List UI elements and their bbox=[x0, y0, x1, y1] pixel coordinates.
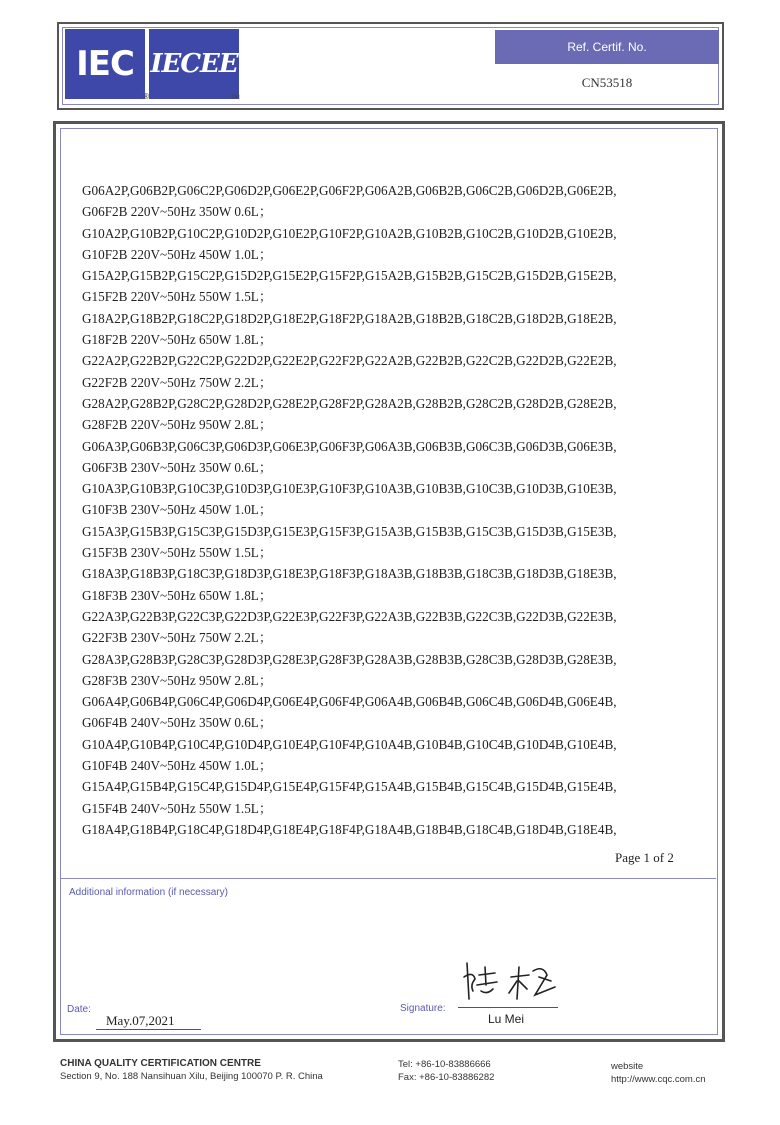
model-line: G22F3B 230V~50Hz 750W 2.2L； bbox=[82, 630, 273, 646]
iec-logo bbox=[65, 29, 145, 99]
model-line: G28A3P,G28B3P,G28C3P,G28D3P,G28E3P,G28F3P,G28A3B,G28B3B,G28C3B,G28D3B,G28E3B, bbox=[82, 651, 617, 667]
signature-underline bbox=[458, 1007, 558, 1008]
section-divider bbox=[60, 878, 716, 879]
footer-website-link[interactable]: http://www.cqc.com.cn bbox=[611, 1074, 706, 1085]
handwritten-signature bbox=[455, 955, 565, 1005]
model-line: G06F2B 220V~50Hz 350W 0.6L； bbox=[82, 204, 273, 220]
model-line: G10A4P,G10B4P,G10C4P,G10D4P,G10E4P,G10F4P,G10A4B,G10B4B,G10C4B,G10D4B,G10E4B, bbox=[82, 736, 617, 752]
model-line: G10A2P,G10B2P,G10C2P,G10D2P,G10E2P,G10F2P,G10A2B,G10B2B,G10C2B,G10D2B,G10E2B, bbox=[82, 225, 617, 241]
iecee-logo-text: IECEE bbox=[150, 49, 238, 79]
model-line: G22F2B 220V~50Hz 750W 2.2L； bbox=[82, 374, 273, 390]
model-line: G06F4B 240V~50Hz 350W 0.6L； bbox=[82, 715, 273, 731]
model-line: G10F2B 220V~50Hz 450W 1.0L； bbox=[82, 246, 273, 262]
model-line: G10A3P,G10B3P,G10C3P,G10D3P,G10E3P,G10F3P,G10A3B,G10B3B,G10C3B,G10D3B,G10E3B, bbox=[82, 481, 617, 497]
footer-tel: Tel: +86-10-83886666 bbox=[398, 1059, 491, 1070]
model-line: G18F2B 220V~50Hz 650W 1.8L； bbox=[82, 332, 273, 348]
model-line: G22A2P,G22B2P,G22C2P,G22D2P,G22E2P,G22F2P,G22A2B,G22B2B,G22C2B,G22D2B,G22E2B, bbox=[82, 353, 617, 369]
footer-website-label: website bbox=[611, 1061, 644, 1072]
model-line: G15F4B 240V~50Hz 550W 1.5L； bbox=[82, 800, 273, 816]
date-value: May.07,2021 bbox=[106, 1013, 175, 1028]
model-line: G18A3P,G18B3P,G18C3P,G18D3P,G18E3P,G18F3P,G18A3B,G18B3B,G18C3B,G18D3B,G18E3B, bbox=[82, 566, 617, 582]
registered-mark-icon: ® bbox=[142, 92, 150, 101]
model-line: G10F3B 230V~50Hz 450W 1.0L； bbox=[82, 502, 273, 518]
model-line: G22A3P,G22B3P,G22C3P,G22D3P,G22E3P,G22F3P,G22A3B,G22B3B,G22C3B,G22D3B,G22E3B, bbox=[82, 608, 617, 624]
footer-fax: Fax: +86-10-83886282 bbox=[398, 1072, 495, 1083]
iecee-logo bbox=[149, 29, 239, 99]
model-line: G15A2P,G15B2P,G15C2P,G15D2P,G15E2P,G15F2P,G15A2B,G15B2B,G15C2B,G15D2B,G15E2B, bbox=[82, 268, 617, 284]
model-line: G06F3B 230V~50Hz 350W 0.6L； bbox=[82, 459, 273, 475]
date-underline bbox=[96, 1029, 201, 1030]
model-line: G10F4B 240V~50Hz 450W 1.0L； bbox=[82, 758, 273, 774]
additional-info-label: Additional information (if necessary) bbox=[69, 887, 228, 898]
model-line: G18A2P,G18B2P,G18C2P,G18D2P,G18E2P,G18F2P,G18A2B,G18B2B,G18C2B,G18D2B,G18E2B, bbox=[82, 310, 617, 326]
model-line: G06A2P,G06B2P,G06C2P,G06D2P,G06E2P,G06F2P,G06A2B,G06B2B,G06C2B,G06D2B,G06E2B, bbox=[82, 183, 617, 198]
model-line: G15A3P,G15B3P,G15C3P,G15D3P,G15E3P,G15F3P,G15A3B,G15B3B,G15C3B,G15D3B,G15E3B, bbox=[82, 523, 617, 539]
model-line: G28F2B 220V~50Hz 950W 2.8L； bbox=[82, 417, 273, 433]
model-line: G06A3P,G06B3P,G06C3P,G06D3P,G06E3P,G06F3P,G06A3B,G06B3B,G06C3B,G06D3B,G06E3B, bbox=[82, 438, 617, 454]
signature-label: Signature: bbox=[400, 1003, 446, 1014]
model-line: G18F3B 230V~50Hz 650W 1.8L； bbox=[82, 587, 273, 603]
model-line: G15A4P,G15B4P,G15C4P,G15D4P,G15E4P,G15F4P,G15A4B,G15B4B,G15C4B,G15D4B,G15E4B, bbox=[82, 779, 617, 795]
signatory-name: Lu Mei bbox=[488, 1012, 525, 1026]
iec-logo-text: IEC bbox=[76, 44, 134, 84]
model-list bbox=[82, 180, 702, 840]
page-number: Page 1 of 2 bbox=[615, 850, 674, 865]
model-line: G28F3B 230V~50Hz 950W 2.8L； bbox=[82, 672, 273, 688]
footer-organization: CHINA QUALITY CERTIFICATION CENTRE bbox=[60, 1058, 261, 1069]
model-line: G28A2P,G28B2P,G28C2P,G28D2P,G28E2P,G28F2P,G28A2B,G28B2B,G28C2B,G28D2B,G28E2B, bbox=[82, 395, 617, 411]
model-line: G18A4P,G18B4P,G18C4P,G18D4P,G18E4P,G18F4P,G18A4B,G18B4B,G18C4B,G18D4B,G18E4B, bbox=[82, 821, 617, 837]
certificate-header bbox=[57, 22, 724, 110]
model-line: G15F3B 230V~50Hz 550W 1.5L； bbox=[82, 545, 273, 561]
trademark-icon: TM bbox=[231, 94, 240, 101]
ref-certif-label: Ref. Certif. No. bbox=[495, 30, 719, 64]
model-line: G15F2B 220V~50Hz 550W 1.5L； bbox=[82, 289, 273, 305]
model-line: G06A4P,G06B4P,G06C4P,G06D4P,G06E4P,G06F4P,G06A4B,G06B4B,G06C4B,G06D4B,G06E4B, bbox=[82, 694, 617, 710]
footer-address: Section 9, No. 188 Nansihuan Xilu, Beijing 100070 P. R. China bbox=[60, 1071, 323, 1082]
date-label: Date: bbox=[67, 1004, 91, 1015]
ref-certif-number: CN53518 bbox=[581, 75, 633, 90]
